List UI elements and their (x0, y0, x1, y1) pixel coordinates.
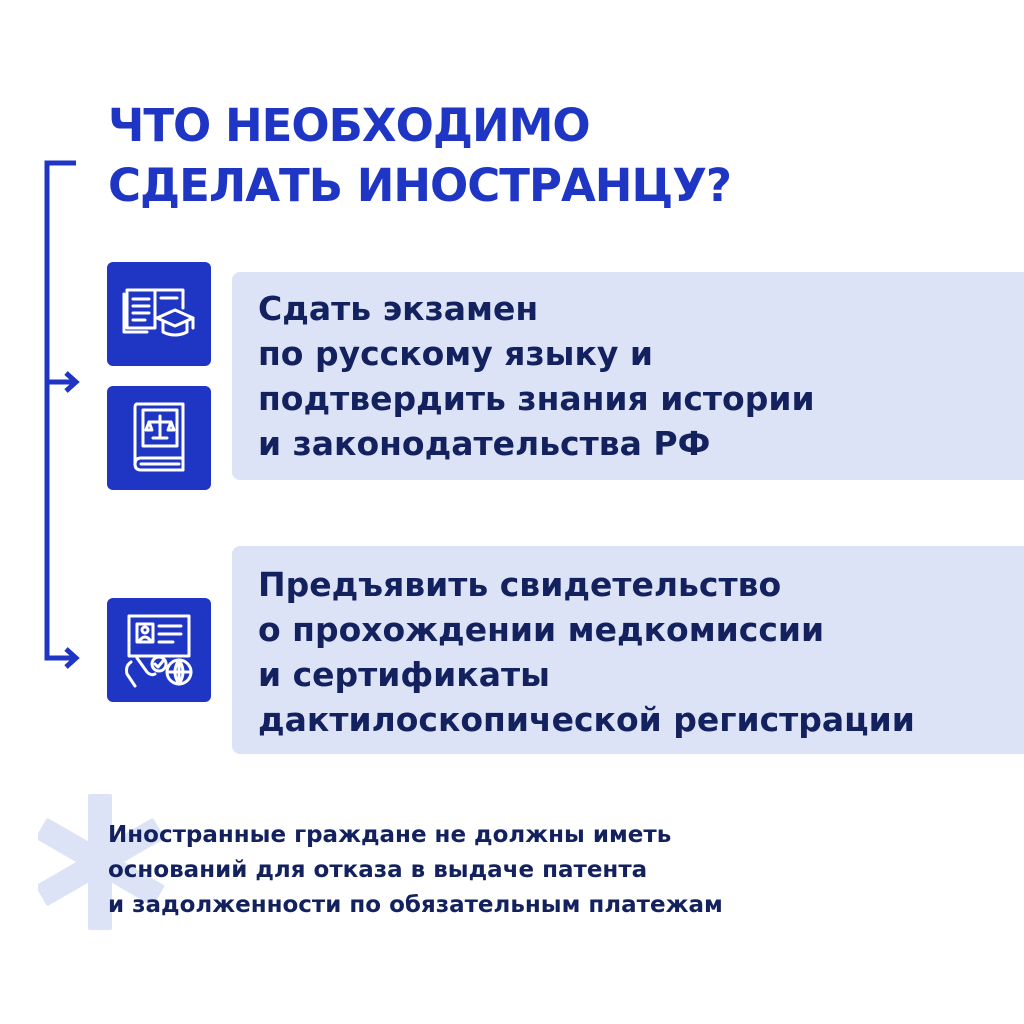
step-text-line: по русскому языку и (258, 334, 653, 373)
step-text-line: Предъявить свидетельство (258, 565, 782, 604)
footnote-line: оснований для отказа в выдаче патента (108, 857, 648, 883)
id-card-globe-hand-icon (107, 598, 211, 702)
step-text-line: подтвердить знания истории (258, 379, 815, 418)
footnote-line: Иностранные граждане не должны иметь (108, 822, 672, 848)
step-card (232, 272, 1024, 480)
step-text-line: о прохождении медкомиссии (258, 610, 825, 649)
title-line: ЧТО НЕОБХОДИМО (108, 99, 590, 152)
step-text-line: и законодательства РФ (258, 424, 711, 463)
page-title (108, 96, 731, 216)
step-text-line: и сертификаты (258, 655, 550, 694)
step-card (232, 546, 1024, 754)
footnote-line: и задолженности по обязательным платежам (108, 892, 723, 918)
step-text (258, 562, 1024, 742)
footnote (108, 818, 723, 923)
step-text (258, 286, 1024, 466)
step-text-line: Сдать экзамен (258, 289, 539, 328)
step-text-line: дактилоскопической регистрации (258, 700, 915, 739)
flow-bracket (0, 0, 100, 700)
title-line: СДЕЛАТЬ ИНОСТРАНЦУ? (108, 159, 732, 212)
book-graduation-cap-icon (107, 262, 211, 366)
law-book-scales-icon (107, 386, 211, 490)
